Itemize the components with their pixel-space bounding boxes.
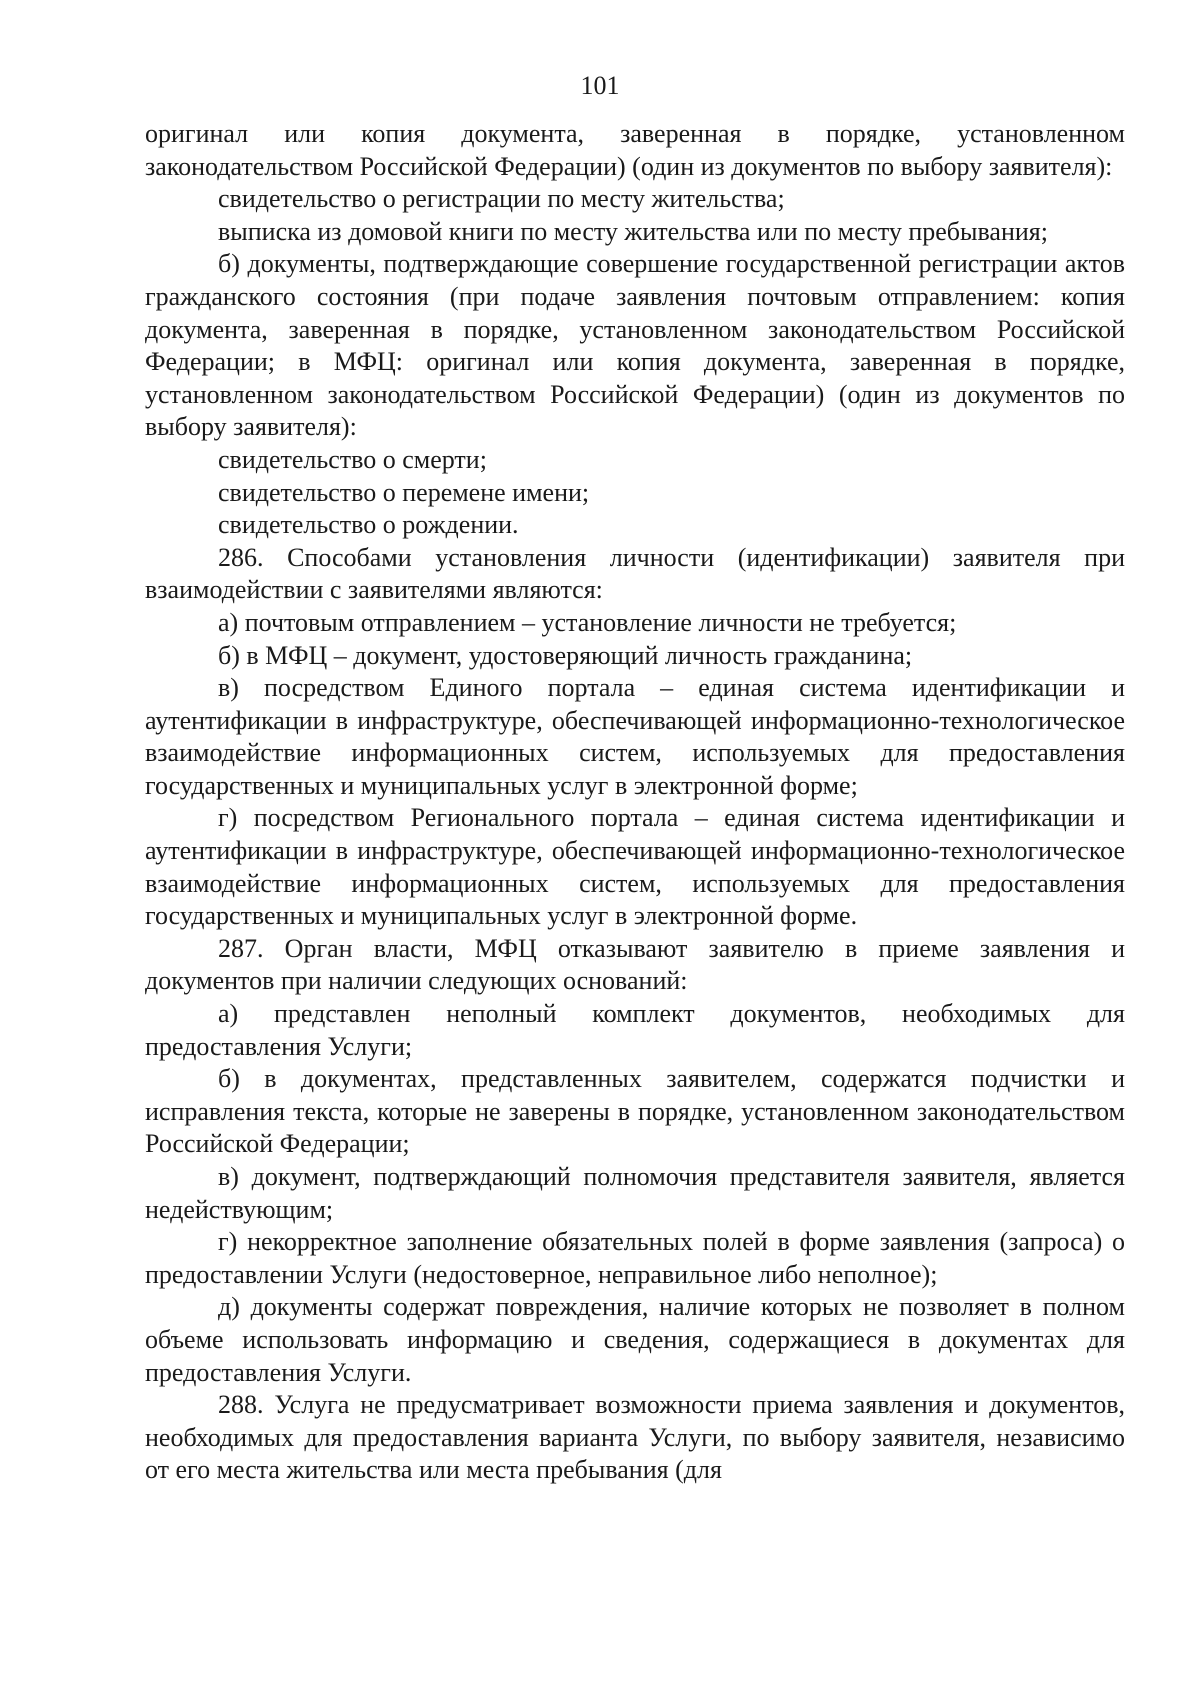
paragraph: г) некорректное заполнение обязательных полей в форме заявления (запроса) о предоставлении Услуги (недостоверное, неправильное либо неполное); xyxy=(145,1227,1125,1289)
paragraph: а) представлен неполный комплект документов, необходимых для предоставления Услуги; xyxy=(145,999,1125,1061)
paragraph: в) документ, подтверждающий полномочия представителя заявителя, является недействующим; xyxy=(145,1162,1125,1224)
document-text xyxy=(145,118,1125,1487)
paragraph: г) посредством Регионального портала – единая система идентификации и аутентификации в инфраструктуре, обеспечивающей информационно-технологическое взаимодействие информационных систем, используемых для предоставления государственных и муниципальных услуг в электронной форме. xyxy=(145,803,1125,931)
paragraph: б) в МФЦ – документ, удостоверяющий личность гражданина; xyxy=(218,640,913,670)
page-number: 101 xyxy=(580,71,620,100)
paragraph: выписка из домовой книги по месту жительства или по месту пребывания; xyxy=(218,216,1048,246)
paragraph: свидетельство о перемене имени; xyxy=(218,477,590,507)
paragraph: б) в документах, представленных заявителем, содержатся подчистки и исправления текста, которые не заверены в порядке, установленном законодательством Российской Федерации; xyxy=(145,1064,1125,1159)
paragraph-continuation: оригинал или копия документа, заверенная в порядке, установленном законодательством Российской Федерации) (один из документов по выбору заявителя): xyxy=(145,119,1125,181)
paragraph: свидетельство о рождении. xyxy=(218,510,519,540)
paragraph: свидетельство о регистрации по месту жительства; xyxy=(218,184,785,214)
paragraph: д) документы содержат повреждения, наличие которых не позволяет в полном объеме использовать информацию и сведения, содержащиеся в документах для предоставления Услуги. xyxy=(145,1292,1125,1387)
paragraph: свидетельство о смерти; xyxy=(218,444,487,474)
paragraph: а) почтовым отправлением – установление личности не требуется; xyxy=(218,607,957,637)
paragraph-287: 287. Орган власти, МФЦ отказывают заявителю в приеме заявления и документов при наличии следующих оснований: xyxy=(145,933,1125,996)
paragraph: в) посредством Единого портала – единая система идентификации и аутентификации в инфраструктуре, обеспечивающей информационно-технологическое взаимодействие информационных систем, используемых для предоставления государственных и муниципальных услуг в электронной форме; xyxy=(145,673,1125,800)
paragraph-286: 286. Способами установления личности (идентификации) заявителя при взаимодействии с заявителями являются: xyxy=(145,542,1125,605)
paragraph: б) документы, подтверждающие совершение государственной регистрации актов гражданского состояния (при подаче заявления почтовым отправлением: копия документа, заверенная в порядке, установленном законодательством Российской Федерации; в МФЦ: оригинал или копия документа, заверенная в порядке, установленном законодательством Российской Федерации) (один из документов по выбору заявителя): xyxy=(145,249,1125,442)
paragraph-288: 288. Услуга не предусматривает возможности приема заявления и документов, необходимых для предоставления варианта Услуги, по выбору заявителя, независимо от его места жительства или места пребывания (для xyxy=(145,1390,1125,1485)
